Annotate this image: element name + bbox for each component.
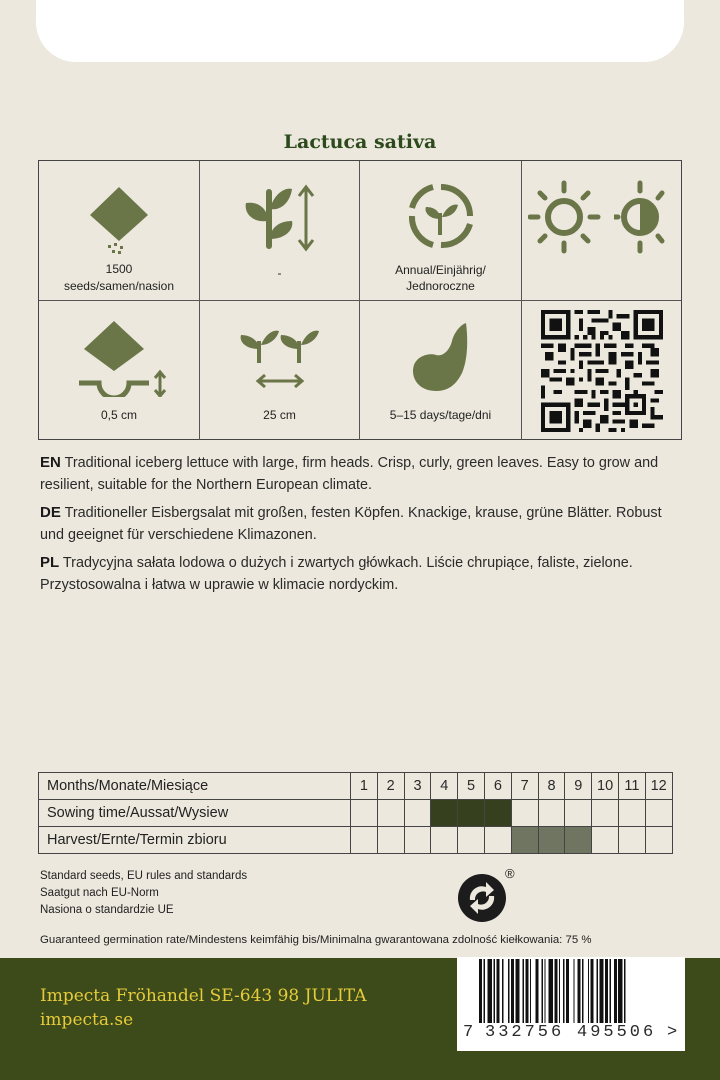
barcode-group1: 332756 (485, 1023, 565, 1042)
footer-company: Impecta Fröhandel SE-643 98 JULITA (40, 986, 367, 1006)
barcode-bar (610, 959, 611, 1023)
barcode-bar (554, 959, 557, 1023)
germination-label: 5–15 days/tage/dni (389, 408, 492, 422)
barcode-bar (483, 959, 484, 1023)
barcode-bar (530, 959, 531, 1023)
month-6: 6 (484, 773, 511, 800)
seed-packet-icon (84, 185, 154, 255)
months-label: Months/Monate/Miesiące (39, 773, 351, 800)
sowing-cell (511, 800, 538, 827)
barcode-bar (536, 959, 539, 1023)
barcode-bar (596, 959, 597, 1023)
barcode-first-digit: 7 (463, 1023, 474, 1042)
barcode-bar (549, 959, 553, 1023)
sowing-cell (618, 800, 645, 827)
harvest-cell (538, 827, 565, 854)
sowing-cell (484, 800, 511, 827)
description-pl (40, 552, 680, 596)
month-5: 5 (458, 773, 485, 800)
month-7: 7 (511, 773, 538, 800)
germination-cell (360, 301, 522, 440)
sowing-cell (377, 800, 404, 827)
description-de (40, 502, 680, 546)
seeds-unit-label: seeds/samen/nasion (63, 279, 175, 293)
barcode-bar (588, 959, 589, 1023)
barcode-bar (618, 959, 622, 1023)
barcode-bar (582, 959, 583, 1023)
month-11: 11 (618, 773, 645, 800)
germination-rate: Guaranteed germination rate/Mindestens keimfähig bis/Minimalna gwarantowana zdolność kiełkowania: 75 % (40, 934, 592, 946)
harvest-row (39, 827, 673, 854)
barcode-bar (566, 959, 569, 1023)
barcode-bar (502, 959, 503, 1023)
annual-label-line2: Jednoroczne (406, 279, 475, 293)
description-text-de: Traditioneller Eisbergsalat mit großen, festen Köpfen. Knackige, krause, grüne Blätter. Robust und geeignet für verschiedene Klimazonen. (40, 505, 662, 543)
month-3: 3 (404, 773, 431, 800)
barcode-bar (479, 959, 482, 1023)
barcode-bar (523, 959, 524, 1023)
barcode-bar (591, 959, 594, 1023)
page-title: Lactuca sativa (283, 131, 437, 153)
lang-code-en: EN (40, 454, 61, 471)
harvest-cell (618, 827, 645, 854)
month-12: 12 (645, 773, 672, 800)
sun-cell (522, 161, 681, 301)
barcode-bar (525, 959, 528, 1023)
spacing-label: 25 cm (263, 408, 296, 422)
sowing-cell (404, 800, 431, 827)
barcode-bar (508, 959, 509, 1023)
barcode (457, 957, 685, 1051)
plant-height-icon (240, 181, 320, 255)
sowing-cell (351, 800, 378, 827)
barcode-bar (515, 959, 519, 1023)
harvest-cell (565, 827, 592, 854)
sowing-cell (645, 800, 672, 827)
month-4: 4 (431, 773, 458, 800)
depth-cell (39, 301, 200, 440)
seeds-cell (39, 161, 200, 301)
qr-code-icon[interactable] (541, 310, 663, 432)
barcode-bar (559, 959, 560, 1023)
harvest-cell (511, 827, 538, 854)
half-shade-icon (614, 179, 674, 255)
full-sun-icon (528, 179, 608, 255)
standards-line2: Saatgut nach EU-Norm (40, 887, 159, 899)
registered-mark: ® (505, 866, 515, 881)
germination-seed-icon (406, 319, 476, 393)
barcode-bar (573, 959, 574, 1023)
month-2: 2 (377, 773, 404, 800)
sowing-cell (538, 800, 565, 827)
barcode-bar (599, 959, 603, 1023)
depth-label: 0,5 cm (100, 408, 137, 422)
barcode-bar (614, 959, 617, 1023)
description-text-en: Traditional iceberg lettuce with large, firm heads. Crisp, curly, green leaves. Easy to grow and resilient, suitable for the Northern European climate. (40, 455, 659, 493)
month-1: 1 (351, 773, 378, 800)
month-9: 9 (565, 773, 592, 800)
lang-code-de: DE (40, 504, 61, 521)
barcode-bar (511, 959, 514, 1023)
sowing-row (39, 800, 673, 827)
harvest-cell (431, 827, 458, 854)
sowing-cell (565, 800, 592, 827)
barcode-bar (494, 959, 495, 1023)
sowing-calendar (38, 772, 673, 854)
barcode-bar (578, 959, 581, 1023)
harvest-cell (484, 827, 511, 854)
month-10: 10 (592, 773, 619, 800)
height-label: - (277, 266, 282, 280)
sowing-cell (458, 800, 485, 827)
standards-line1: Standard seeds, EU rules and standards (40, 870, 248, 882)
barcode-bar (624, 959, 625, 1023)
seeds-count-label: 1500 (105, 262, 133, 276)
qr-cell (522, 301, 681, 440)
harvest-cell (645, 827, 672, 854)
month-8: 8 (538, 773, 565, 800)
standards-line3: Nasiona o standardzie UE (40, 904, 174, 916)
annual-label-line1: Annual/Einjährig/ (395, 263, 486, 277)
sowing-cell (431, 800, 458, 827)
barcode-end: > (667, 1023, 678, 1042)
plant-spacing-icon (235, 327, 325, 393)
sowing-cell (592, 800, 619, 827)
description-text-pl: Tradycyjna sałata lodowa o dużych i zwartych główkach. Liście chrupiące, faliste, zielone. Przystosowalna i łatwa w uprawie w klimacie nordyckim. (40, 555, 633, 593)
sowing-depth-icon (69, 319, 169, 397)
barcode-bar (488, 959, 492, 1023)
sowing-label: Sowing time/Aussat/Wysiew (39, 800, 351, 827)
harvest-cell (351, 827, 378, 854)
harvest-cell (458, 827, 485, 854)
barcode-group2: 495506 (577, 1023, 657, 1042)
barcode-bar (544, 959, 545, 1023)
harvest-cell (404, 827, 431, 854)
months-row (39, 773, 673, 800)
barcode-bars (479, 959, 669, 1023)
footer-website[interactable]: impecta.se (40, 1010, 134, 1030)
harvest-label: Harvest/Ernte/Termin zbioru (39, 827, 351, 854)
barcode-bar (496, 959, 499, 1023)
harvest-cell (592, 827, 619, 854)
height-cell (200, 161, 360, 301)
barcode-bar (605, 959, 608, 1023)
description-en (40, 452, 680, 496)
harvest-cell (377, 827, 404, 854)
annual-cycle-icon (404, 179, 478, 253)
barcode-bar (563, 959, 564, 1023)
lang-code-pl: PL (40, 554, 60, 571)
barcode-bar (541, 959, 542, 1023)
hang-hole (36, 0, 684, 62)
icon-grid (38, 160, 682, 440)
annual-cell (360, 161, 522, 301)
spacing-cell (200, 301, 360, 440)
